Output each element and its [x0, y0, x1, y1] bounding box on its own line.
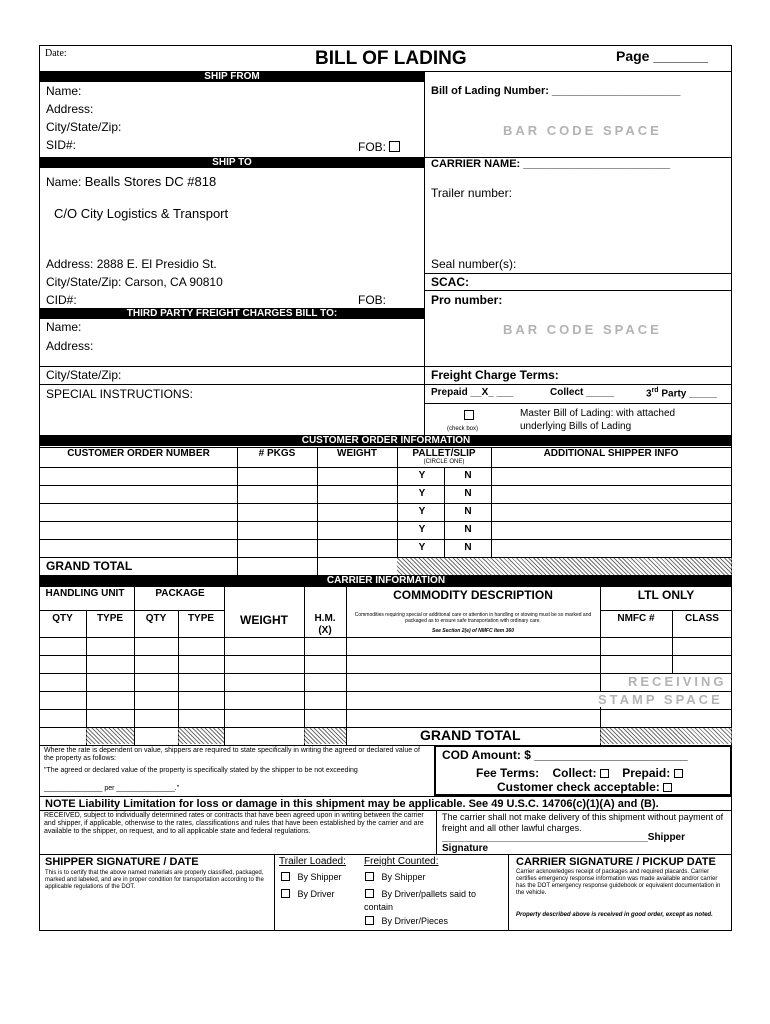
- ship-from-bar: SHIP FROM: [40, 71, 424, 82]
- table-row[interactable]: [491, 503, 732, 521]
- freight-charge-terms: Freight Charge Terms:: [431, 368, 559, 382]
- col-pallet-slip: PALLET/SLIP: [412, 448, 476, 459]
- table-row[interactable]: [237, 521, 317, 539]
- ship-to-address-label: Address:: [46, 257, 94, 271]
- hu-type-header: TYPE: [96, 613, 124, 624]
- fc-by-driver-pallets: [365, 889, 476, 899]
- fee-prepaid-label: Prepaid:: [622, 766, 671, 780]
- ship-from-sid[interactable]: SID#:: [46, 138, 77, 152]
- fc-by-shipper: [365, 872, 426, 882]
- master-bol-line1: Master Bill of Lading: with attached: [520, 408, 676, 419]
- trailer-by-driver: [281, 889, 335, 899]
- barcode-space-2: BAR CODE SPACE: [503, 322, 662, 337]
- table-row[interactable]: [491, 485, 732, 503]
- ltl-only-header: LTL ONLY: [637, 588, 695, 602]
- check-box-label: (check box): [447, 426, 479, 432]
- pallet-yes[interactable]: Y: [418, 542, 426, 553]
- col-weight: WEIGHT: [337, 448, 377, 459]
- pallet-yes[interactable]: Y: [418, 470, 426, 481]
- freight-counted-label: Freight Counted:: [364, 856, 439, 867]
- date-label: Date:: [45, 48, 67, 59]
- pallet-yes[interactable]: Y: [418, 524, 426, 535]
- declared-value-text: Where the rate is dependent on value, shippers are required to state specifically in writing the agreed or declared value of the property as follows:: [44, 747, 420, 762]
- col-pkgs: # PKGS: [258, 448, 296, 459]
- carrier-name[interactable]: CARRIER NAME: ________________________: [431, 158, 671, 170]
- trailer-driver-checkbox[interactable]: [281, 889, 290, 898]
- page-title: BILL OF LADING: [315, 48, 467, 69]
- fc-driver-pallets-checkbox[interactable]: [365, 889, 374, 898]
- customer-check-label: Customer check acceptable:: [497, 780, 660, 794]
- table-row[interactable]: [317, 503, 397, 521]
- carrier-signature-title: CARRIER SIGNATURE / PICKUP DATE: [516, 856, 716, 868]
- shipper-signature-line[interactable]: _____________________________________Shipper: [442, 832, 686, 843]
- customer-order-bar: CUSTOMER ORDER INFORMATION: [40, 435, 732, 446]
- table-row[interactable]: [317, 539, 397, 557]
- third-party-name[interactable]: Name:: [46, 320, 82, 334]
- table-row[interactable]: [40, 521, 237, 539]
- ship-to-city-label: City/State/Zip:: [46, 275, 122, 289]
- pro-number[interactable]: Pro number:: [431, 293, 503, 307]
- pallet-yes[interactable]: Y: [418, 506, 426, 517]
- hatched-area: [397, 558, 732, 575]
- table-row[interactable]: [491, 467, 732, 485]
- fc-by-driver-pieces-label: By Driver/Pieces: [381, 916, 449, 926]
- table-row[interactable]: [317, 485, 397, 503]
- hatched-area: [304, 728, 346, 744]
- master-bol-label: [520, 407, 675, 433]
- hatched-area: [86, 728, 134, 744]
- declared-value-amount[interactable]: _______________ per _______________.": [44, 785, 180, 792]
- ship-to-fob[interactable]: FOB:: [358, 293, 387, 307]
- table-row[interactable]: [40, 485, 237, 503]
- trailer-by-shipper: [281, 872, 342, 882]
- third-party-term[interactable]: [646, 387, 717, 399]
- trailer-by-driver-label: By Driver: [297, 889, 335, 899]
- hm-x-label: (X): [318, 625, 332, 636]
- pkg-type-header: TYPE: [187, 613, 215, 624]
- weight-header: WEIGHT: [240, 613, 288, 627]
- table-row[interactable]: [237, 485, 317, 503]
- third-party-bar: THIRD PARTY FREIGHT CHARGES BILL TO:: [40, 308, 424, 319]
- ship-to-name: [46, 174, 216, 189]
- collect-term[interactable]: Collect _____: [550, 387, 614, 398]
- liability-note: NOTE Liability Limitation for loss or damage in this shipment may be applicable. See 49 U.S.C. 14706(c)(1)(A) and (B).: [45, 798, 659, 810]
- ship-to-address-value[interactable]: 2888 E. El Presidio St.: [96, 257, 217, 271]
- pkg-qty-header: QTY: [145, 613, 167, 624]
- pallet-no[interactable]: N: [464, 470, 472, 481]
- scac[interactable]: SCAC:: [431, 275, 469, 289]
- carrier-info-bar: CARRIER INFORMATION: [40, 575, 732, 586]
- ship-from-fob: [358, 140, 400, 154]
- barcode-space-1: BAR CODE SPACE: [503, 123, 662, 138]
- table-row[interactable]: [317, 467, 397, 485]
- page-number-label: Page _______: [616, 48, 708, 64]
- grand-total-order: GRAND TOTAL: [46, 559, 133, 573]
- pallet-no[interactable]: N: [464, 524, 472, 535]
- ship-to-address: [46, 257, 217, 271]
- cod-amount[interactable]: COD Amount: $ _______________________: [442, 748, 688, 762]
- hatched-area: [600, 728, 732, 744]
- contain-label: contain: [364, 902, 394, 912]
- fee-collect-checkbox[interactable]: [600, 769, 609, 778]
- hm-label: H.M.: [314, 613, 336, 624]
- fee-terms-label: Fee Terms:: [476, 766, 540, 780]
- carrier-received-note: Property described above is received in good order, except as noted.: [516, 912, 713, 918]
- fc-driver-pieces-checkbox[interactable]: [365, 916, 374, 925]
- table-row[interactable]: [40, 467, 237, 485]
- table-row[interactable]: [40, 539, 237, 557]
- col-additional-info: ADDITIONAL SHIPPER INFO: [543, 448, 679, 459]
- fob-checkbox[interactable]: [389, 141, 400, 152]
- ship-to-bar: SHIP TO: [40, 157, 424, 168]
- ship-to-city: [46, 275, 223, 289]
- trailer-shipper-checkbox[interactable]: [281, 872, 290, 881]
- shipper-signature-title: SHIPPER SIGNATURE / DATE: [45, 856, 199, 868]
- shipper-certify-text: This is to certify that the above named materials are properly classified, packaged, marked and labeled, and are in proper condition for transportation according to the applicable regulations of the DOT.: [45, 870, 264, 890]
- pallet-yes[interactable]: Y: [418, 488, 426, 499]
- special-instructions[interactable]: SPECIAL INSTRUCTIONS:: [46, 387, 193, 401]
- fee-terms: [476, 766, 683, 780]
- table-row[interactable]: [491, 539, 732, 557]
- customer-check-checkbox[interactable]: [663, 783, 672, 792]
- bol-number[interactable]: Bill of Lading Number: _____________________: [431, 85, 681, 97]
- table-row[interactable]: [40, 503, 237, 521]
- customer-check: [497, 780, 672, 794]
- fc-by-driver-pieces: [365, 916, 448, 926]
- commodity-see: See Section 2(e) of NMFC Item 360: [432, 628, 514, 634]
- hu-qty-header: QTY: [52, 613, 73, 624]
- third-party-term-suffix: rd: [651, 387, 659, 394]
- received-text: RECEIVED, subject to individually determined rates or contracts that have been agreed upon in writing between the carrier and shipper, if applicable, otherwise to the rates, classifications and rules that have been established by the carrier and are available to the shipper, on request, and to all applicable state and federal regulations.: [44, 812, 424, 835]
- ship-to-cid[interactable]: CID#:: [46, 293, 77, 307]
- ship-from-city[interactable]: City/State/Zip:: [46, 120, 122, 134]
- carrier-ack-text: Carrier acknowledges receipt of packages and required placards. Carrier certifies emergency response information was made available and/or carrier has the DOT emergency response guidebook or equivalent documentation in the vehicle.: [516, 869, 721, 896]
- receiving-stamp: RECEIVING: [628, 674, 727, 689]
- hatched-area: [178, 728, 224, 744]
- ship-to-city-value[interactable]: Carson, CA 90810: [124, 275, 223, 289]
- ship-from-address[interactable]: Address:: [46, 102, 94, 116]
- third-party-term-number: 3: [646, 388, 652, 400]
- pallet-no[interactable]: N: [464, 542, 472, 553]
- grand-total-carrier: GRAND TOTAL: [420, 727, 521, 743]
- package-header: PACKAGE: [155, 588, 205, 599]
- trailer-by-shipper-label: By Shipper: [297, 872, 342, 882]
- trailer-loaded-label: Trailer Loaded:: [279, 856, 346, 867]
- third-party-city[interactable]: City/State/Zip:: [46, 368, 122, 382]
- fc-by-driver-label: By Driver/pallets said to: [381, 889, 477, 899]
- ship-to-care-of[interactable]: C/O City Logistics & Transport: [54, 206, 229, 221]
- fee-prepaid-checkbox[interactable]: [674, 769, 683, 778]
- ship-to-name-value[interactable]: Bealls Stores DC #818: [84, 174, 217, 189]
- table-row[interactable]: [237, 503, 317, 521]
- master-bol-checkbox[interactable]: [464, 410, 474, 420]
- commodity-note: Commodities requiring special or additional care or attention in handling or stowing must be so marked and packaged as to ensure safe transportation with ordinary care.: [354, 612, 592, 624]
- trailer-number[interactable]: Trailer number:: [431, 186, 512, 200]
- signature-label: Signature: [442, 843, 489, 854]
- fob-label: FOB:: [358, 140, 387, 154]
- table-row[interactable]: [237, 467, 317, 485]
- table-row[interactable]: [491, 521, 732, 539]
- receiving-stamp-space: STAMP SPACE: [598, 692, 723, 707]
- commodity-header: COMMODITY DESCRIPTION: [393, 588, 553, 602]
- fc-by-shipper-label: By Shipper: [381, 872, 426, 882]
- declared-value-statement: "The agreed or declared value of the property is specifically stated by the shipper to be not exceeding: [44, 767, 358, 774]
- table-row[interactable]: [237, 539, 317, 557]
- pallet-no[interactable]: N: [464, 488, 472, 499]
- nmfc-header: NMFC #: [617, 613, 655, 624]
- circle-one: (CIRCLE ONE): [423, 459, 465, 465]
- col-customer-order: CUSTOMER ORDER NUMBER: [67, 448, 210, 459]
- fee-collect-label: Collect:: [552, 766, 597, 780]
- prepaid-term[interactable]: Prepaid __X_ ___: [431, 387, 514, 398]
- carrier-payment-note: The carrier shall not make delivery of this shipment without payment of freight and all other lawful charges.: [442, 812, 724, 833]
- ship-from-name[interactable]: Name:: [46, 84, 82, 98]
- hm-header: [304, 613, 346, 637]
- handling-unit-header: HANDLING UNIT: [45, 588, 125, 599]
- ship-to-name-label: Name:: [46, 175, 82, 189]
- fc-shipper-checkbox[interactable]: [365, 872, 374, 881]
- table-row[interactable]: [317, 521, 397, 539]
- master-bol-line2: underlying Bills of Lading: [520, 421, 632, 432]
- pallet-no[interactable]: N: [464, 506, 472, 517]
- class-header: CLASS: [685, 613, 719, 624]
- third-party-address[interactable]: Address:: [46, 339, 94, 353]
- seal-numbers[interactable]: Seal number(s):: [431, 257, 517, 271]
- third-party-term-label: Party _____: [658, 388, 717, 400]
